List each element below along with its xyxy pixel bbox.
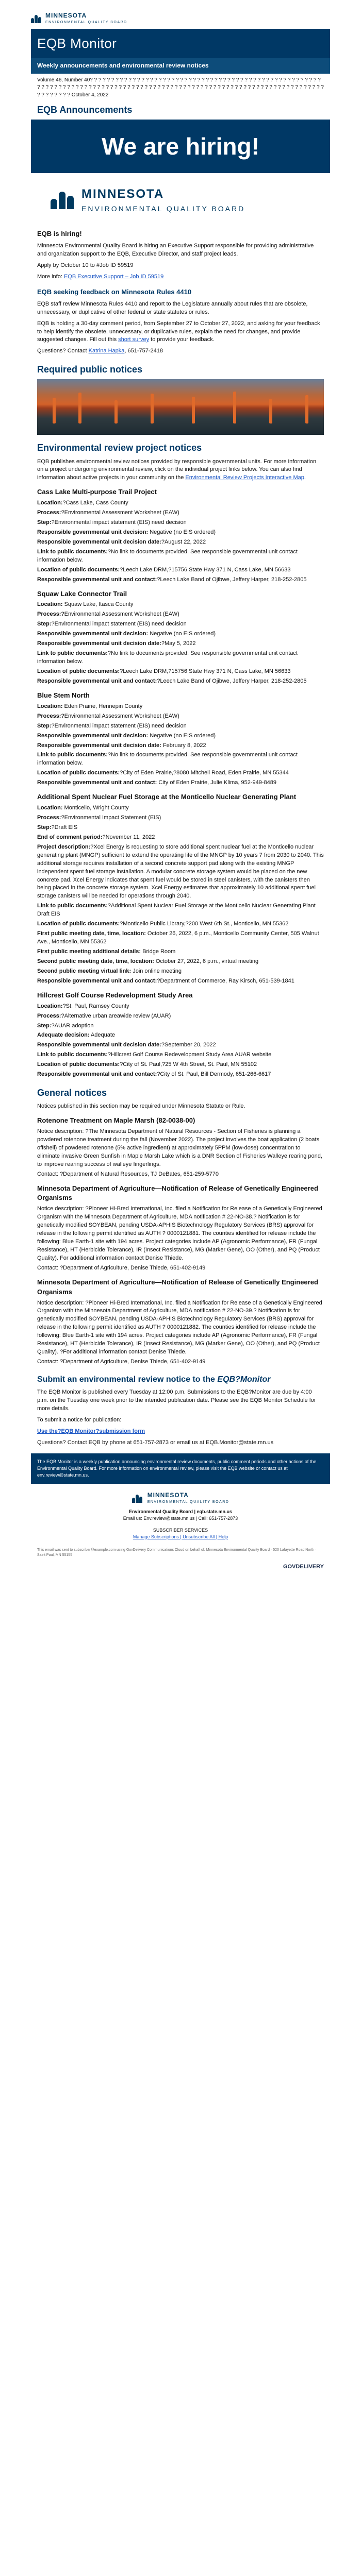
- project-field: [37, 548, 324, 565]
- field-value: ?Environmental impact statement (EIS) need decision: [51, 722, 187, 729]
- volume-line: Volume 46, Number 40? ? ? ? ? ? ? ? ? ? ? ? ? ? ? ? ? ? ? ? ? ? ? ? ? ? ? ? ? ? ? ? ? ? ? ? ? ? ? ? ? ? ? ? ? ? ? ? ? ? ? ? ? ? ? ? ? ? ? ? ? ? ? ? ? ? ? ? ? ? ? ? ? ? ? ? ? ? ? ? ? ? ? ? ? ? ? ? ? ? ? ? ? ? ? ? ? ? ? ? ? ? ? ? ? ? ? ? ? ? ? ? ? ? ? ? ? ? ? ? ? ? ? ? ? ? ? ? ? October 4, 2022: [37, 77, 324, 98]
- field-label: Responsible governmental unit decision date:: [37, 742, 161, 749]
- field-label: First public meeting date, time, location:: [37, 930, 146, 937]
- project-field: [37, 566, 324, 574]
- project-field: [37, 779, 324, 787]
- rule-paragraph-1: EQB staff review Minnesota Rules 4410 and report to the Legislature annually about rules that are obsolete, unnecessary, or duplicative of other federal or state statutes or rules.: [37, 300, 308, 315]
- field-label: Link to public documents:: [37, 752, 108, 758]
- footer-info-box: The EQB Monitor is a weekly publication announcing environmental review documents, public comment periods and other actions of the Environmental Quality Board. For more information on environmental review, please visit the EQB website or contact us at env.review@state.mn.us.: [31, 1453, 330, 1484]
- field-label: Link to public documents:: [37, 903, 108, 909]
- field-label: Second public meeting virtual link:: [37, 968, 132, 974]
- project-title: Blue Stem North: [37, 691, 90, 699]
- survey-link[interactable]: short survey: [118, 336, 150, 343]
- field-label: Location of public documents:: [37, 770, 120, 776]
- rule-q-text: Questions? Contact: [37, 348, 89, 354]
- project-item: [31, 589, 330, 686]
- submit-questions: Questions? Contact EQB by phone at 651-757-2873 or email us at EQB.Monitor@state.mn.us: [37, 1439, 274, 1446]
- project-field: [37, 843, 324, 901]
- field-label: Responsible governmental unit and contact:: [37, 677, 157, 684]
- field-value: ?Environmental impact statement (EIS) need decision: [51, 519, 187, 526]
- field-value: ?Environmental Assessment Worksheet (EAW): [61, 510, 179, 516]
- hire-more: [37, 273, 324, 281]
- project-field: [37, 650, 324, 666]
- env-review-title: Environmental review project notices: [37, 443, 202, 453]
- project-field: [37, 722, 324, 731]
- title-banner: [31, 29, 330, 59]
- email-container: [31, 9, 330, 1570]
- field-label: Process:: [37, 814, 61, 821]
- project-title: Squaw Lake Connector Trail: [37, 589, 127, 598]
- project-field: [37, 834, 324, 842]
- project-field: [37, 703, 324, 711]
- project-field: [37, 977, 324, 986]
- field-value: ?Leech Lake Band of Ojibwe, Jeffery Harper, 218-252-2805: [157, 677, 307, 684]
- project-field: [37, 1051, 324, 1059]
- project-field: [37, 601, 324, 609]
- field-value: Join online meeting: [131, 968, 182, 974]
- footer-logo-text: MINNESOTA: [147, 1491, 189, 1499]
- field-value: ?Environmental Assessment Worksheet (EAW): [61, 713, 179, 719]
- field-label: Responsible governmental unit decision:: [37, 631, 149, 637]
- hire-paragraph: Minnesota Environmental Quality Board is hiring an Executive Support responsible for providing administrative and organization support to the EQB, Executive Director, and staff project leads.: [37, 243, 314, 258]
- submission-form-link[interactable]: Use the?EQB Monitor?submission form: [37, 1428, 145, 1434]
- project-field: [37, 1012, 324, 1021]
- notice-body: Notice description: ?The Minnesota Department of Natural Resources - Section of Fisheries is planning a powdered rotenone treatment during the fall (November 2022). The project involves the boat application (2 boats offshell) of powdered rotenone (5% active ingredient) at approximately 5PPM (low-dose) concentration to eliminate invasive Green Sunfish in Maple Marsh Lake which is a DNR Section of Fisheries Walleye rearing pond, to improve rearing success of walleye fingerlings.: [37, 1128, 322, 1167]
- field-value: ?Hillcrest Golf Course Redevelopment Study Area AUAR website: [107, 1052, 272, 1058]
- field-label: Responsible governmental unit decision:: [37, 732, 149, 739]
- project-field: [37, 668, 324, 676]
- notice-name: Minnesota Department of Agriculture—Notification of Release of Genetically Engineered Organisms: [37, 1184, 318, 1202]
- submit-instruction: To submit a notice for publication:: [37, 1417, 122, 1423]
- hire-heading: EQB is hiring!: [37, 230, 82, 238]
- announcements-title: EQB Announcements: [37, 105, 133, 115]
- field-label: Responsible governmental unit decision date:: [37, 538, 161, 545]
- field-label: Location of public documents:: [37, 668, 120, 675]
- field-label: Location:: [37, 601, 63, 608]
- project-field: [37, 902, 324, 919]
- notice-contact: Contact: ?Department of Agriculture, Denise Thiede, 651-402-9149: [37, 1264, 206, 1271]
- field-value: ?City of St. Paul, Bill Dermody, 651-266-6617: [157, 1071, 271, 1078]
- field-label: Responsible governmental unit decision:: [37, 529, 149, 536]
- submit-body: [31, 1388, 330, 1447]
- submit-title: [37, 1374, 324, 1385]
- submit-title-italic: EQB?Monitor: [217, 1375, 271, 1384]
- field-value: ?September 20, 2022: [161, 1042, 216, 1048]
- field-value: October 27, 2022, 6 p.m., virtual meeting: [154, 958, 259, 964]
- legal-text: This email was sent to subscriber@example.com using GovDelivery Communications Cloud on behalf of: Minnesota Environmental Quality Board · 520 Lafayette Road North · Saint Paul, MN 55155: [37, 1548, 317, 1557]
- field-value: Eden Prairie, Hennepin County: [62, 703, 143, 709]
- mn-logo-icon: [132, 1494, 143, 1503]
- project-field: [37, 920, 324, 928]
- field-label: Process:: [37, 611, 61, 618]
- field-value: October 26, 2022, 6 p.m., Monticello Community Center, 505 Walnut Ave., Monticello, MN 55362: [37, 930, 319, 945]
- project-title: Additional Spent Nuclear Fuel Storage at the Monticello Nuclear Generating Plant: [37, 793, 297, 801]
- field-value: ?Xcel Energy is requesting to store additional spent nuclear fuel at the Monticello nuclear generating plant (MNGP) sufficient to extend the operating life of the MNGP by 10 years 7 from 2030 to 2040. This additional storage requires installation of a second concrete support pad along with the existing MNGP independent spent fuel storage installation. A modular concrete storage system would be placed on the new concrete pad. Xcel Energy indicates that spent fuel would be stored in steel canisters, with the canisters then being placed in the concrete storage system. Xcel Energy estimates that approximately 10 additional spent fuel storage canisters will be needed for operations through 2040.: [37, 843, 324, 900]
- field-value: City of Eden Prairie, Julie Klima, 952-949-8489: [157, 779, 276, 786]
- field-label: Step:: [37, 519, 52, 526]
- field-value: Monticello, Wright County: [62, 805, 129, 811]
- job-link[interactable]: EQB Executive Support – Job ID 59519: [63, 273, 164, 280]
- hire-more-prefix: More info:: [37, 273, 64, 280]
- project-item: [31, 991, 330, 1079]
- logo-large-text: MINNESOTA: [81, 187, 165, 201]
- field-value: ?Leech Lake DRM,?15756 State Hwy 371 N, Cass Lake, MN 56633: [120, 668, 291, 675]
- env-intro-end: .: [304, 474, 306, 481]
- project-field: [37, 1041, 324, 1049]
- field-value: Negative (no EIS ordered): [148, 529, 216, 536]
- project-field: [37, 529, 324, 537]
- logo-subtext: ENVIRONMENTAL QUALITY BOARD: [45, 21, 127, 25]
- general-intro-text: Notices published in this section may be required under Minnesota Statute or Rule.: [37, 1103, 245, 1110]
- project-field: [37, 538, 324, 547]
- footer-logo-subtext: ENVIRONMENTAL QUALITY BOARD: [147, 1500, 229, 1504]
- field-value: ?Leech Lake DRM,?15756 State Hwy 371 N, Cass Lake, MN 56633: [120, 566, 291, 573]
- field-value: ?November 11, 2022: [102, 834, 155, 840]
- field-label: Location:: [37, 805, 63, 811]
- project-field: [37, 804, 324, 812]
- env-review-intro: [31, 458, 330, 483]
- mn-logo-icon: [51, 191, 75, 209]
- field-label: Responsible governmental unit decision date:: [37, 640, 161, 647]
- field-label: Step:: [37, 621, 52, 628]
- field-label: Process:: [37, 510, 61, 516]
- rule-questions: [37, 347, 324, 355]
- field-value: February 8, 2022: [161, 742, 206, 749]
- project-field: [37, 948, 324, 956]
- project-title: Cass Lake Multi-purpose Trail Project: [37, 488, 157, 496]
- project-field: [37, 1003, 324, 1011]
- rule-paragraph-2: [37, 320, 324, 345]
- field-value: ?City of Eden Prairie,?8080 Mitchell Road, Eden Prairie, MN 55344: [120, 770, 289, 776]
- project-field: [37, 630, 324, 638]
- rule-heading: EQB seeking feedback on Minnesota Rules 4410: [37, 287, 192, 296]
- project-field: [37, 824, 324, 832]
- project-field: [37, 576, 324, 584]
- field-value: ?No link to documents provided. See responsible governmental unit contact information below.: [37, 548, 298, 563]
- general-notices-title: General notices: [37, 1088, 107, 1098]
- field-value: Negative (no EIS ordered): [148, 732, 216, 739]
- field-label: Location:: [37, 703, 63, 709]
- rule-p2-text: EQB is holding a 30-day comment period, from September 27 to October 27, 2022, and asking for your feedback to help identify the obsolete, unnecessary, or duplicative rules, explain the need for changes, and provide suggested changes. Fill out this: [37, 320, 320, 343]
- general-notice-item: [31, 1278, 330, 1366]
- field-label: Location:: [37, 1003, 63, 1009]
- page-title: EQB Monitor: [37, 35, 117, 51]
- eqb-logo-large: [31, 178, 330, 223]
- field-label: Responsible governmental unit and contact:: [37, 1071, 157, 1078]
- submit-title-text: Submit an environmental review notice to the: [37, 1375, 218, 1384]
- field-value: ?No link to documents provided. See responsible governmental unit contact information below.: [37, 752, 298, 767]
- hiring-banner: We are hiring!: [31, 120, 330, 173]
- field-value: ?Environmental Assessment Worksheet (EAW): [61, 611, 179, 618]
- field-label: Location of public documents:: [37, 921, 120, 927]
- field-label: Step:: [37, 1022, 52, 1029]
- autumn-lake-photo: [37, 379, 324, 435]
- field-label: Link to public documents:: [37, 650, 108, 657]
- rule-p2-end: to provide your feedback.: [149, 336, 215, 343]
- env-intro-text: EQB publishes environmental review notices provided by responsible governmental units. For more information on a project undergoing environmental review, click on the individual project links below. You can also find information about active projects in your community on the: [37, 458, 317, 481]
- announcements-body: [31, 229, 330, 355]
- field-label: Responsible governmental unit and contact:: [37, 576, 157, 583]
- field-value: Bridge Room: [141, 948, 176, 955]
- project-item: [31, 487, 330, 584]
- project-field: [37, 769, 324, 777]
- field-label: Responsible governmental unit and contact:: [37, 977, 157, 984]
- manage-subscriptions-link[interactable]: Manage Subscriptions | Unsubscribe All | Help: [133, 1534, 228, 1539]
- submit-paragraph: The EQB Monitor is published every Tuesday at 12:00 p.m. Submissions to the EQB?Monitor are due by 4:00 p.m. on the Tuesday one week prior to the intended publication date. Please see the EQB Monitor Schedule for more details.: [37, 1389, 316, 1412]
- field-label: First public meeting additional details:: [37, 948, 141, 955]
- field-value: ?Department of Commerce, Ray Kirsch, 651-539-1841: [157, 977, 294, 984]
- field-value: ?No link to documents provided. See responsible governmental unit contact information below.: [37, 650, 298, 665]
- project-field: [37, 611, 324, 619]
- field-label: Second public meeting date, time, location:: [37, 958, 154, 964]
- field-label: Adequate decision:: [37, 1032, 90, 1039]
- field-value: ?Additional Spent Nuclear Fuel Storage at the Monticello Nuclear Generating Plant Draft EIS: [37, 903, 316, 918]
- field-value: ?Leech Lake Band of Ojibwe, Jeffery Harper, 218-252-2805: [157, 576, 307, 583]
- project-list: [31, 487, 330, 1079]
- project-field: [37, 1031, 324, 1040]
- contact-link[interactable]: Katrina Hapka: [88, 348, 125, 354]
- notice-name: Minnesota Department of Agriculture—Notification of Release of Genetically Engineered Organisms: [37, 1278, 318, 1296]
- subtitle-banner: Weekly announcements and environmental review notices: [31, 58, 330, 73]
- project-field: [37, 742, 324, 750]
- general-list: [31, 1116, 330, 1366]
- subscriber-services: SUBSCRIBER SERVICES: [153, 1527, 208, 1533]
- project-field: [37, 751, 324, 768]
- project-title: Hillcrest Golf Course Redevelopment Study Area: [37, 991, 193, 999]
- field-value: Negative (no EIS ordered): [148, 631, 216, 637]
- project-field: [37, 640, 324, 648]
- field-label: Process:: [37, 1012, 61, 1019]
- field-value: Squaw Lake, Itasca County: [62, 601, 134, 608]
- notice-contact: Contact: ?Department of Natural Resources, TJ DeBates, 651-259-5770: [37, 1171, 219, 1177]
- project-field: [37, 677, 324, 686]
- field-label: Location:: [37, 500, 63, 506]
- mn-logo-icon: [31, 14, 42, 23]
- project-item: [31, 691, 330, 787]
- field-value: ?August 22, 2022: [161, 538, 206, 545]
- field-value: ?Alternative urban areawide review (AUAR): [61, 1012, 171, 1019]
- project-field: [37, 1061, 324, 1069]
- field-label: End of comment period:: [37, 834, 103, 840]
- field-value: ?Monticello Public Library,?200 West 6th St., Monticello, MN 55362: [120, 921, 289, 927]
- notice-contact: Contact: ?Department of Agriculture, Denise Thiede, 651-402-9149: [37, 1359, 206, 1365]
- field-value: ?City of St. Paul,?25 W 4th Street, St. Paul, MN 55102: [120, 1061, 257, 1068]
- logo-text: MINNESOTA: [45, 12, 87, 19]
- field-label: Responsible governmental unit decision date:: [37, 1042, 161, 1048]
- field-label: Responsible governmental unit and contact:: [37, 779, 157, 786]
- project-field: [37, 930, 324, 946]
- field-label: Link to public documents:: [37, 1052, 108, 1058]
- field-label: Process:: [37, 713, 61, 719]
- field-label: Step:: [37, 722, 52, 729]
- header-logo[interactable]: [31, 9, 330, 29]
- project-field: [37, 732, 324, 740]
- footer-org: Environmental Quality Board | eqb.state.mn.us: [128, 1509, 233, 1514]
- field-label: Step:: [37, 824, 52, 831]
- field-value: ?Environmental impact statement (EIS) need decision: [51, 621, 187, 628]
- footer-email: Email us: Env.review@state.mn.us | Call: 651-757-2873: [123, 1515, 238, 1521]
- field-value: ?Draft EIS: [51, 824, 78, 831]
- field-value: Adequate: [89, 1032, 116, 1039]
- field-value: ?St. Paul, Ramsey County: [62, 1003, 129, 1009]
- project-field: [37, 620, 324, 629]
- env-intro-paragraph: [37, 458, 324, 483]
- project-field: [37, 499, 324, 507]
- project-field: [37, 519, 324, 527]
- general-notice-item: [31, 1184, 330, 1273]
- logo-large-subtext: ENVIRONMENTAL QUALITY BOARD: [81, 205, 245, 213]
- rule-q-phone: , 651-757-2418: [124, 348, 163, 354]
- project-item: [31, 792, 330, 986]
- project-field: [37, 509, 324, 517]
- notice-body: Notice description: ?Pioneer Hi-Bred International, Inc. filed a Notification for Release of a Genetically Engineered Organism with the Minnesota Department of Agriculture, MDA notification # 22-NO-39.? Notification is for genetically modified SOYBEAN, pending USDA-APHIS Biotechnology Regulatory Services (BRS) approval for release in the following permit identified as AUTH ? 0000121882. The counties identified for release include the following: Blue Earth-1 site with 194 acres. Project categories include AP (Agronomic Performance), FR (Fungal Resistance), HT (Herbicide Tolerance), IR (Insect Resistance), MG (Marker Gene), OO (Other), and PQ (Product Quality). ?For additional information contact Denise Thiede.: [37, 1299, 322, 1355]
- govdelivery-logo: GOVDELIVERY: [283, 1564, 324, 1570]
- field-value: ?May 5, 2022: [161, 640, 196, 647]
- field-label: Link to public documents:: [37, 548, 108, 555]
- footer-logo[interactable]: [31, 1491, 330, 1505]
- field-value: ?Cass Lake, Cass County: [62, 500, 128, 506]
- project-field: [37, 968, 324, 976]
- notice-name: Rotenone Treatment on Maple Marsh (82-0038-00): [37, 1116, 195, 1125]
- general-intro: [31, 1103, 330, 1111]
- hire-apply: Apply by October 10 to #Job ID 59519: [37, 262, 134, 269]
- interactive-map-link[interactable]: Environmental Review Projects Interactive Map: [185, 474, 304, 481]
- field-label: Location of public documents:: [37, 566, 120, 573]
- project-field: [37, 958, 324, 966]
- notice-body: Notice description: ?Pioneer Hi-Bred International, Inc. filed a Notification for Release of a Genetically Engineered Organism with the Minnesota Department of Agriculture, MDA notification # 22-NO-38.? Notification is for genetically modified SOYBEAN, pending USDA-APHIS Biotechnology Regulatory Services (BRS) approval for release in the following permit identified as AUTH ? 0000121881. The counties identified for release include the following: Blue Earth-1 site with 194 acres. Project categories include AP (Agronomic Performance), FR (Fungal Resistance), HT (Herbicide Tolerance), IR (Insect Resistance), MG (Marker Gene), OO (Other), and PQ (Product Quality). For additional information contact Denise Thiede.: [37, 1206, 322, 1261]
- project-field: [37, 814, 324, 822]
- project-field: [37, 713, 324, 721]
- field-value: ?Environmental Impact Statement (EIS): [61, 814, 161, 821]
- project-field: [37, 1071, 324, 1079]
- field-value: ?AUAR adoption: [51, 1022, 94, 1029]
- field-label: Project description:: [37, 843, 91, 850]
- required-notices-title: Required public notices: [37, 364, 143, 375]
- general-notice-item: [31, 1116, 330, 1178]
- field-label: Location of public documents:: [37, 1061, 120, 1068]
- project-field: [37, 1022, 324, 1030]
